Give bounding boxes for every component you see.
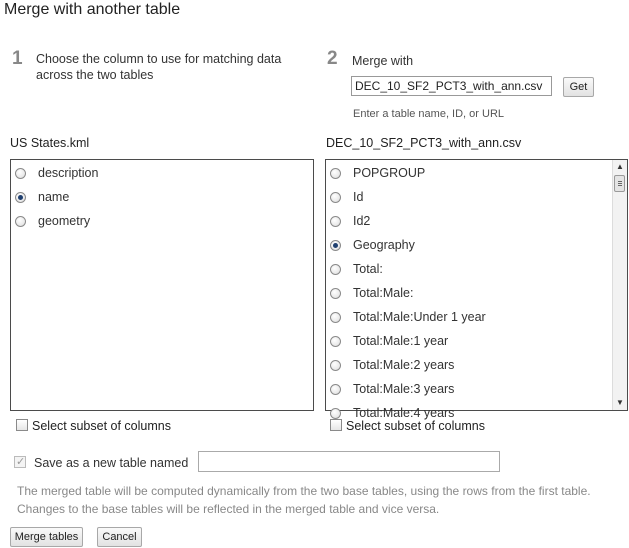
scroll-down-arrow-icon[interactable]: ▼	[616, 398, 624, 407]
radio-selected-icon[interactable]	[15, 192, 26, 203]
right-column-label: Total:	[353, 262, 383, 276]
merge-table-input[interactable]: DEC_10_SF2_PCT3_with_ann.csv	[351, 76, 552, 96]
get-button[interactable]: Get	[563, 77, 594, 97]
radio-icon[interactable]	[330, 360, 341, 371]
right-column-label: Total:Male:4 years	[353, 406, 455, 420]
radio-icon[interactable]	[330, 384, 341, 395]
right-list-scrollbar[interactable]	[612, 160, 627, 410]
radio-icon[interactable]	[330, 216, 341, 227]
right-column-label: Id2	[353, 214, 371, 228]
right-column-label: Total:Male:	[353, 286, 414, 300]
left-column-label: geometry	[38, 214, 91, 228]
save-as-new-checkbox[interactable]	[14, 456, 26, 468]
right-column-label: Geography	[353, 238, 415, 252]
cancel-button[interactable]: Cancel	[97, 527, 142, 547]
right-column-option[interactable]	[326, 186, 627, 210]
radio-selected-icon[interactable]	[330, 240, 341, 251]
left-table-name: US States.kml	[10, 136, 90, 150]
merge-description: The merged table will be computed dynamically from the two base tables, using the rows from the first table. Changes to the base tables will be reflected in the merged table and vice versa.	[17, 484, 591, 516]
left-column-option[interactable]	[11, 186, 313, 210]
right-column-option[interactable]	[326, 306, 627, 330]
right-column-option[interactable]	[326, 210, 627, 234]
left-column-list	[10, 159, 314, 411]
right-column-label: Total:Male:2 years	[353, 358, 455, 372]
radio-icon[interactable]	[330, 336, 341, 347]
right-column-label: Total:Male:3 years	[353, 382, 455, 396]
scrollbar-thumb[interactable]	[614, 175, 625, 192]
radio-icon[interactable]	[15, 216, 26, 227]
right-column-label: Id	[353, 190, 364, 204]
scroll-up-arrow-icon[interactable]: ▲	[616, 162, 624, 171]
left-column-label: description	[38, 166, 99, 180]
left-subset-checkbox[interactable]	[16, 419, 28, 431]
step-1-number: 1	[12, 48, 23, 69]
radio-icon[interactable]	[330, 192, 341, 203]
left-subset-label: Select subset of columns	[32, 419, 171, 433]
step-2-number: 2	[327, 48, 338, 69]
step-1-instructions: Choose the column to use for matching data across the two tables	[36, 52, 282, 82]
right-column-option[interactable]	[326, 378, 627, 402]
merge-tables-button[interactable]: Merge tables	[10, 527, 83, 547]
right-column-option[interactable]	[326, 354, 627, 378]
right-column-label: Total:Male:Under 1 year	[353, 310, 486, 324]
merge-input-hint: Enter a table name, ID, or URL	[353, 108, 505, 120]
right-column-list	[325, 159, 628, 420]
right-column-option[interactable]	[326, 258, 627, 282]
right-column-label: POPGROUP	[353, 166, 426, 180]
left-column-label: name	[38, 190, 70, 204]
left-column-option[interactable]	[11, 162, 313, 186]
new-table-name-input[interactable]	[198, 451, 500, 472]
merge-with-label: Merge with	[352, 54, 414, 68]
radio-icon[interactable]	[330, 408, 341, 419]
right-subset-label: Select subset of columns	[346, 419, 485, 433]
right-column-label: Total:Male:1 year	[353, 334, 449, 348]
save-as-new-label: Save as a new table named	[34, 456, 189, 470]
right-column-option[interactable]	[326, 330, 627, 354]
right-column-option[interactable]	[326, 282, 627, 306]
right-column-option[interactable]	[326, 234, 627, 258]
radio-icon[interactable]	[330, 288, 341, 299]
radio-icon[interactable]	[330, 168, 341, 179]
dialog-title: Merge with another table	[4, 1, 181, 18]
right-column-option[interactable]	[326, 162, 627, 186]
left-column-option[interactable]	[11, 210, 313, 234]
radio-icon[interactable]	[330, 312, 341, 323]
right-subset-checkbox[interactable]	[330, 419, 342, 431]
radio-icon[interactable]	[15, 168, 26, 179]
right-table-name: DEC_10_SF2_PCT3_with_ann.csv	[326, 136, 522, 150]
radio-icon[interactable]	[330, 264, 341, 275]
